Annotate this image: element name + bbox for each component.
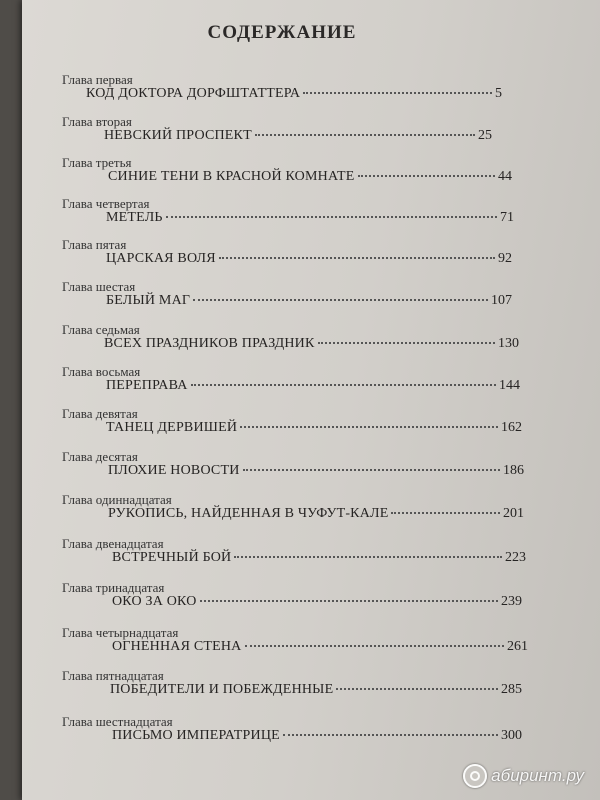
dot-leader: [336, 688, 498, 690]
page-number: 285: [501, 682, 522, 697]
chapter-label: Глава двенадцатая: [62, 536, 164, 551]
chapter-line: [86, 86, 502, 102]
watermark-text: абиринт.ру: [491, 766, 584, 785]
chapter-label: Глава девятая: [62, 406, 138, 421]
chapter-label: Глава седьмая: [62, 322, 140, 337]
chapter-label: Глава третья: [62, 155, 132, 170]
chapter-label: Глава четырнадцатая: [62, 625, 179, 640]
page-title: СОДЕРЖАНИЕ: [207, 22, 357, 43]
dot-leader: [245, 645, 505, 647]
chapter-line: [110, 682, 522, 698]
page-number: 144: [499, 378, 520, 393]
dot-leader: [303, 92, 492, 94]
dot-leader: [193, 299, 488, 301]
chapter-line: [104, 336, 519, 352]
toc-entry: [22, 155, 582, 199]
chapter-label: Глава пятнадцатая: [62, 668, 164, 683]
page-number: 44: [498, 169, 512, 184]
toc-entry: [22, 492, 582, 536]
page-number: 107: [491, 293, 512, 308]
toc-entry: [22, 625, 582, 669]
dot-leader: [283, 734, 498, 736]
dot-leader: [358, 175, 495, 177]
toc-entry: [22, 668, 582, 712]
chapter-line: [108, 506, 524, 522]
page-number: 186: [503, 463, 524, 478]
chapter-line: [108, 169, 512, 185]
toc-entry: [22, 406, 582, 450]
dot-leader: [200, 600, 498, 602]
chapter-label: Глава четвертая: [62, 196, 150, 211]
page-number: 261: [507, 639, 528, 654]
chapter-title: РУКОПИСЬ, НАЙДЕННАЯ В ЧУФУТ-КАЛЕ: [108, 506, 389, 521]
chapter-line: [106, 210, 514, 226]
chapter-line: [108, 463, 524, 479]
dot-leader: [318, 342, 495, 344]
chapter-title: КОД ДОКТОРА ДОРФШТАТТЕРА: [86, 86, 301, 101]
chapter-title: ОКО ЗА ОКО: [112, 594, 197, 609]
dot-leader: [166, 216, 497, 218]
chapter-title: МЕТЕЛЬ: [106, 210, 163, 225]
chapter-title: ПОБЕДИТЕЛИ И ПОБЕЖДЕННЫЕ: [110, 682, 334, 697]
dot-leader: [191, 384, 496, 386]
dot-leader: [240, 426, 498, 428]
chapter-label: Глава тринадцатая: [62, 580, 165, 595]
page-number: 5: [495, 86, 502, 101]
toc-entry: [22, 196, 582, 240]
dot-leader: [219, 257, 495, 259]
chapter-label: Глава десятая: [62, 449, 138, 464]
toc-entry: [22, 364, 582, 408]
chapter-label: Глава одиннадцатая: [62, 492, 172, 507]
page-number: 162: [501, 420, 522, 435]
chapter-title: НЕВСКИЙ ПРОСПЕКТ: [104, 128, 252, 143]
chapter-label: Глава шестая: [62, 279, 136, 294]
chapter-label: Глава восьмая: [62, 364, 141, 379]
chapter-label: Глава первая: [62, 72, 133, 87]
chapter-title: ТАНЕЦ ДЕРВИШЕЙ: [106, 420, 238, 435]
page-number: 71: [500, 210, 514, 225]
chapter-line: [112, 639, 528, 655]
page-number: 92: [498, 251, 512, 266]
chapter-title: ВСЕХ ПРАЗДНИКОВ ПРАЗДНИК: [104, 336, 315, 351]
dot-leader: [255, 134, 475, 136]
chapter-title: ВСТРЕЧНЫЙ БОЙ: [112, 550, 232, 565]
chapter-title: БЕЛЫЙ МАГ: [106, 293, 191, 308]
chapter-line: [112, 728, 522, 744]
dot-leader: [243, 469, 500, 471]
dot-leader: [234, 556, 502, 558]
toc-entry: [22, 536, 582, 580]
chapter-line: [106, 420, 522, 436]
page-number: 201: [503, 506, 524, 521]
chapter-line: [112, 550, 526, 566]
chapter-line: [104, 128, 492, 144]
chapter-line: [106, 293, 512, 309]
chapter-title: ПЕРЕПРАВА: [106, 378, 188, 393]
book-page: [22, 0, 600, 800]
chapter-line: [112, 594, 522, 610]
chapter-label: Глава вторая: [62, 114, 132, 129]
dot-leader: [391, 512, 500, 514]
page-number: 239: [501, 594, 522, 609]
chapter-title: ПЛОХИЕ НОВОСТИ: [108, 463, 240, 478]
toc-entry: [22, 237, 582, 281]
chapter-title: ЦАРСКАЯ ВОЛЯ: [106, 251, 216, 266]
watermark: [463, 764, 584, 788]
page-number: 25: [478, 128, 492, 143]
page-number: 130: [498, 336, 519, 351]
chapter-title: ОГНЕННАЯ СТЕНА: [112, 639, 242, 654]
page-number: 223: [505, 550, 526, 565]
chapter-label: Глава шестнадцатая: [62, 714, 173, 729]
chapter-line: [106, 251, 512, 267]
toc-entry: [22, 114, 582, 158]
chapter-line: [106, 378, 520, 394]
chapter-title: ПИСЬМО ИМПЕРАТРИЦЕ: [112, 728, 280, 743]
chapter-label: Глава пятая: [62, 237, 127, 252]
toc-entry: [22, 322, 582, 366]
toc-entry: [22, 580, 582, 624]
toc-entry: [22, 279, 582, 323]
toc-entry: [22, 449, 582, 493]
toc-entry: [22, 72, 582, 116]
toc-entry: [22, 714, 582, 758]
page-number: 300: [501, 728, 522, 743]
chapter-title: СИНИЕ ТЕНИ В КРАСНОЙ КОМНАТЕ: [108, 169, 355, 184]
labyrinth-logo-icon: [463, 764, 487, 788]
